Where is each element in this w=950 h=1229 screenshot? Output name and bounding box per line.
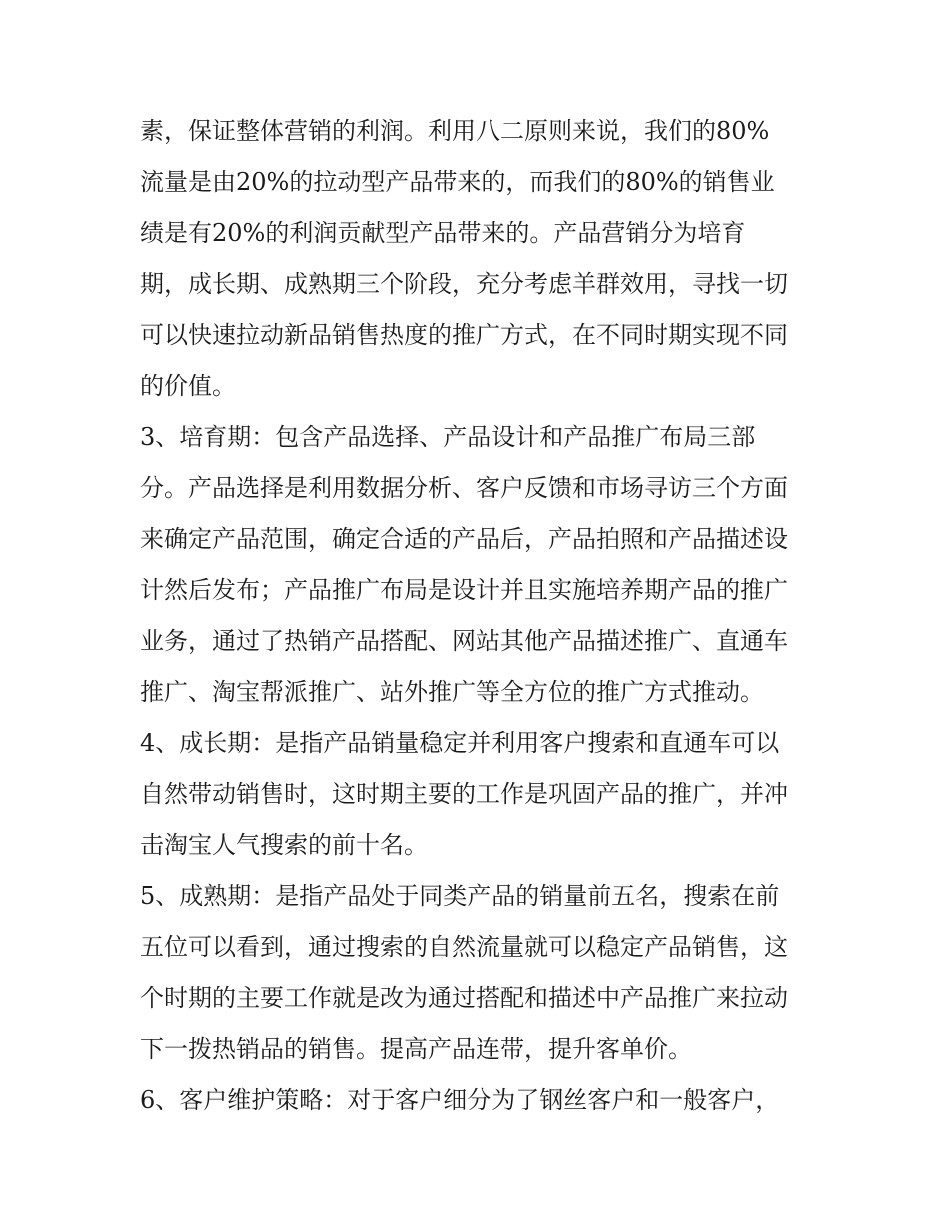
text-line: 期，成长期、成熟期三个阶段，充分考虑羊群效用，寻找一切 [140,270,788,298]
document-body [140,106,820,1126]
text-line: 下一拨热销品的销售。提高产品连带，提升客单价。 [140,1035,692,1063]
text-line: 4、成长期：是指产品销量稳定并利用客户搜索和直通车可以 [140,729,780,757]
text-line: 分。产品选择是利用数据分析、客户反馈和市场寻访三个方面 [140,474,788,502]
text-line: 的价值。 [140,372,236,400]
text-line: 3、培育期：包含产品选择、产品设计和产品推广布局三部 [140,423,756,451]
text-line: 击淘宝人气搜索的前十名。 [140,831,428,859]
text-line: 推广、淘宝帮派推广、站外推广等全方位的推广方式推动。 [140,678,764,706]
text-line: 个时期的主要工作就是改为通过搭配和描述中产品推广来拉动 [140,984,788,1012]
text-line: 素，保证整体营销的利润。利用八二原则来说，我们的80% [140,117,770,145]
text-line: 可以快速拉动新品销售热度的推广方式，在不同时期实现不同 [140,321,788,349]
text-line: 流量是由20%的拉动型产品带来的，而我们的80%的销售业 [140,168,775,196]
text-line: 绩是有20%的利润贡献型产品带来的。产品营销分为培育 [140,219,746,247]
text-line: 5、成熟期：是指产品处于同类产品的销量前五名，搜索在前 [140,882,780,910]
text-line: 自然带动销售时，这时期主要的工作是巩固产品的推广，并冲 [140,780,788,808]
text-line: 6、客户维护策略：对于客户细分为了钢丝客户和一般客户， [140,1086,780,1114]
text-line: 五位可以看到，通过搜索的自然流量就可以稳定产品销售，这 [140,933,788,961]
text-line: 计然后发布；产品推广布局是设计并且实施培养期产品的推广 [140,576,788,604]
text-line: 来确定产品范围，确定合适的产品后，产品拍照和产品描述设 [140,525,788,553]
text-line: 业务，通过了热销产品搭配、网站其他产品描述推广、直通车 [140,627,788,655]
